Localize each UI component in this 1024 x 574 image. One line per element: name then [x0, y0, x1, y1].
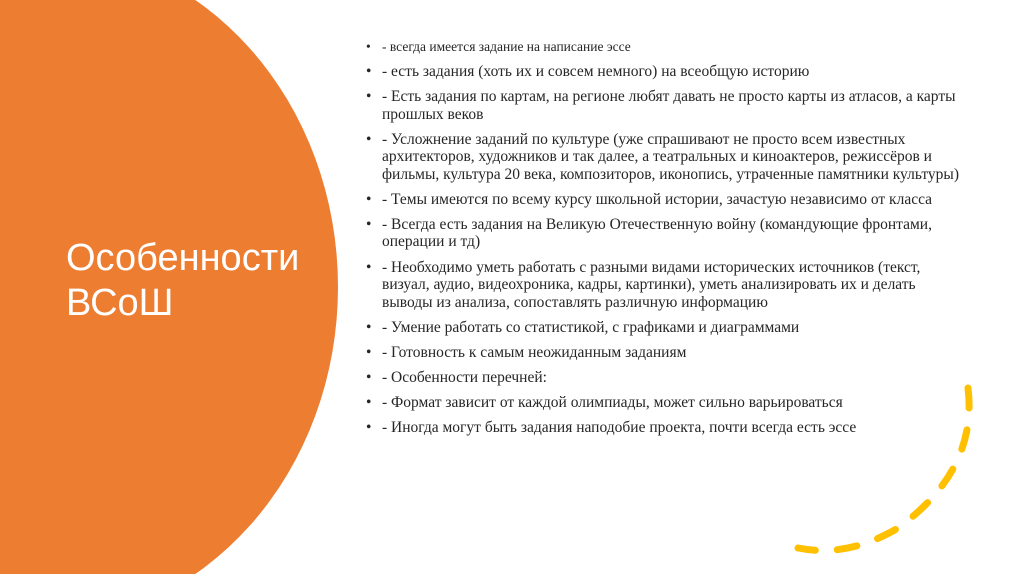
bullet-item: • - всегда имеется задание на написание эссе: [366, 38, 966, 56]
bullet-list: [366, 38, 966, 444]
bullet-item: • - Всегда есть задания на Великую Отечественную войну (командующие фронтами, операции и тд): [366, 216, 966, 251]
bullet-item: • - Иногда могут быть задания наподобие проекта, почти всегда есть эссе: [366, 419, 966, 437]
bullet-item: • - есть задания (хоть их и совсем немного) на всеобщую историю: [366, 63, 966, 81]
bullet-item: • - Формат зависит от каждой олимпиады, может сильно варьироваться: [366, 394, 966, 412]
slide-title: [66, 236, 326, 326]
bullet-item: • - Темы имеются по всему курсу школьной истории, зачастую независимо от класса: [366, 191, 966, 209]
bullet-item: • - Умение работать со статистикой, с графиками и диаграммами: [366, 319, 966, 337]
bullet-item: • - Особенности перечней:: [366, 369, 966, 387]
bullet-item: • - Усложнение заданий по культуре (уже спрашивают не просто всем известных архитекторов, художников и так далее, а театральных и киноактеров, режиссёров и фильмы, культура 20 века, композиторов, иконопись, утраченные памятники культуры): [366, 131, 966, 184]
bullet-item: • - Есть задания по картам, на регионе любят давать не просто карты из атласов, а карты прошлых веков: [366, 88, 966, 123]
title-line-1: Особенности: [66, 237, 300, 279]
bullet-item: • - Необходимо уметь работать с разными видами исторических источников (текст, визуал, аудио, видеохроника, кадры, картинки), уметь анализировать их и делать выводы из анализа, сопоставлять различную информацию: [366, 259, 966, 312]
title-line-2: ВСоШ: [66, 282, 174, 324]
bullet-item: • - Готовность к самым неожиданным заданиям: [366, 344, 966, 362]
